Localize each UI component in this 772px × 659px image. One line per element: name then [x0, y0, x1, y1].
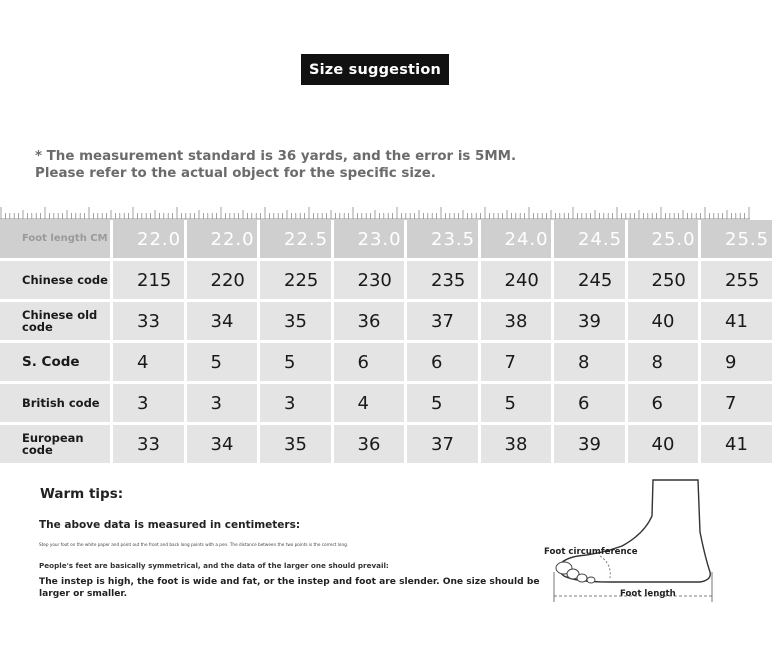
- size-value: 6: [628, 384, 699, 422]
- tips-centimeters-line: The above data is measured in centimeters:: [39, 519, 301, 531]
- size-suggestion-title: Size suggestion: [301, 54, 449, 85]
- foot-length-value: 22.0: [187, 220, 258, 258]
- foot-length-value: 24.5: [554, 220, 625, 258]
- size-value: 6: [554, 384, 625, 422]
- size-value: 250: [628, 261, 699, 299]
- size-value: 3: [113, 384, 184, 422]
- size-value: 235: [407, 261, 478, 299]
- tips-symmetry-line: People's feet are basically symmetrical, and the data of the larger one should prevail:: [39, 561, 389, 570]
- size-value: 255: [701, 261, 772, 299]
- table-row-label: Chinese old code: [0, 302, 110, 340]
- size-value: 8: [554, 343, 625, 381]
- size-value: 41: [701, 425, 772, 463]
- foot-circumference-label: Foot circumference: [544, 547, 638, 557]
- foot-length-value: 25.0: [628, 220, 699, 258]
- size-table: [0, 220, 770, 457]
- tips-measure-instruction: Step your foot on the white paper and point out the front and back long points with a pen. The distance between the two points is the correct long.: [39, 542, 349, 547]
- size-value: 230: [334, 261, 405, 299]
- size-value: 37: [407, 302, 478, 340]
- size-value: 4: [113, 343, 184, 381]
- foot-length-label: Foot length: [620, 589, 676, 599]
- table-row-label: S. Code: [0, 343, 110, 381]
- size-value: 38: [481, 302, 552, 340]
- size-value: 6: [334, 343, 405, 381]
- size-value: 5: [187, 343, 258, 381]
- foot-length-value: 22.0: [113, 220, 184, 258]
- size-value: 7: [701, 384, 772, 422]
- foot-length-value: 24.0: [481, 220, 552, 258]
- size-value: 41: [701, 302, 772, 340]
- warm-tips-title: Warm tips:: [40, 486, 124, 502]
- measurement-note: * The measurement standard is 36 yards, and the error is 5MM. Please refer to the actual object for the specific size.: [35, 149, 517, 181]
- size-value: 33: [113, 302, 184, 340]
- foot-diagram: [540, 472, 740, 612]
- size-value: 36: [334, 302, 405, 340]
- foot-length-value: 23.0: [334, 220, 405, 258]
- size-value: 38: [481, 425, 552, 463]
- size-value: 34: [187, 302, 258, 340]
- table-row-label: Chinese code: [0, 261, 110, 299]
- size-value: 36: [334, 425, 405, 463]
- foot-length-value: 23.5: [407, 220, 478, 258]
- size-value: 225: [260, 261, 331, 299]
- size-value: 40: [628, 302, 699, 340]
- size-value: 5: [481, 384, 552, 422]
- foot-length-value: 25.5: [701, 220, 772, 258]
- size-value: 3: [187, 384, 258, 422]
- ruler-decoration: [0, 200, 750, 220]
- size-value: 7: [481, 343, 552, 381]
- size-value: 5: [260, 343, 331, 381]
- table-row-label: British code: [0, 384, 110, 422]
- size-value: 220: [187, 261, 258, 299]
- tips-instep-line: The instep is high, the foot is wide and fat, or the instep and foot are slender. One size should be larger or smaller.: [39, 577, 540, 599]
- table-row-label: European code: [0, 425, 110, 463]
- size-value: 240: [481, 261, 552, 299]
- foot-length-value: 22.5: [260, 220, 331, 258]
- size-value: 39: [554, 302, 625, 340]
- size-value: 35: [260, 302, 331, 340]
- size-value: 40: [628, 425, 699, 463]
- size-value: 5: [407, 384, 478, 422]
- size-value: 33: [113, 425, 184, 463]
- size-value: 34: [187, 425, 258, 463]
- size-value: 8: [628, 343, 699, 381]
- size-value: 35: [260, 425, 331, 463]
- size-value: 3: [260, 384, 331, 422]
- size-value: 9: [701, 343, 772, 381]
- table-header-label: Foot length CM: [0, 220, 110, 258]
- size-value: 37: [407, 425, 478, 463]
- size-value: 215: [113, 261, 184, 299]
- size-value: 39: [554, 425, 625, 463]
- size-value: 4: [334, 384, 405, 422]
- size-value: 245: [554, 261, 625, 299]
- size-value: 6: [407, 343, 478, 381]
